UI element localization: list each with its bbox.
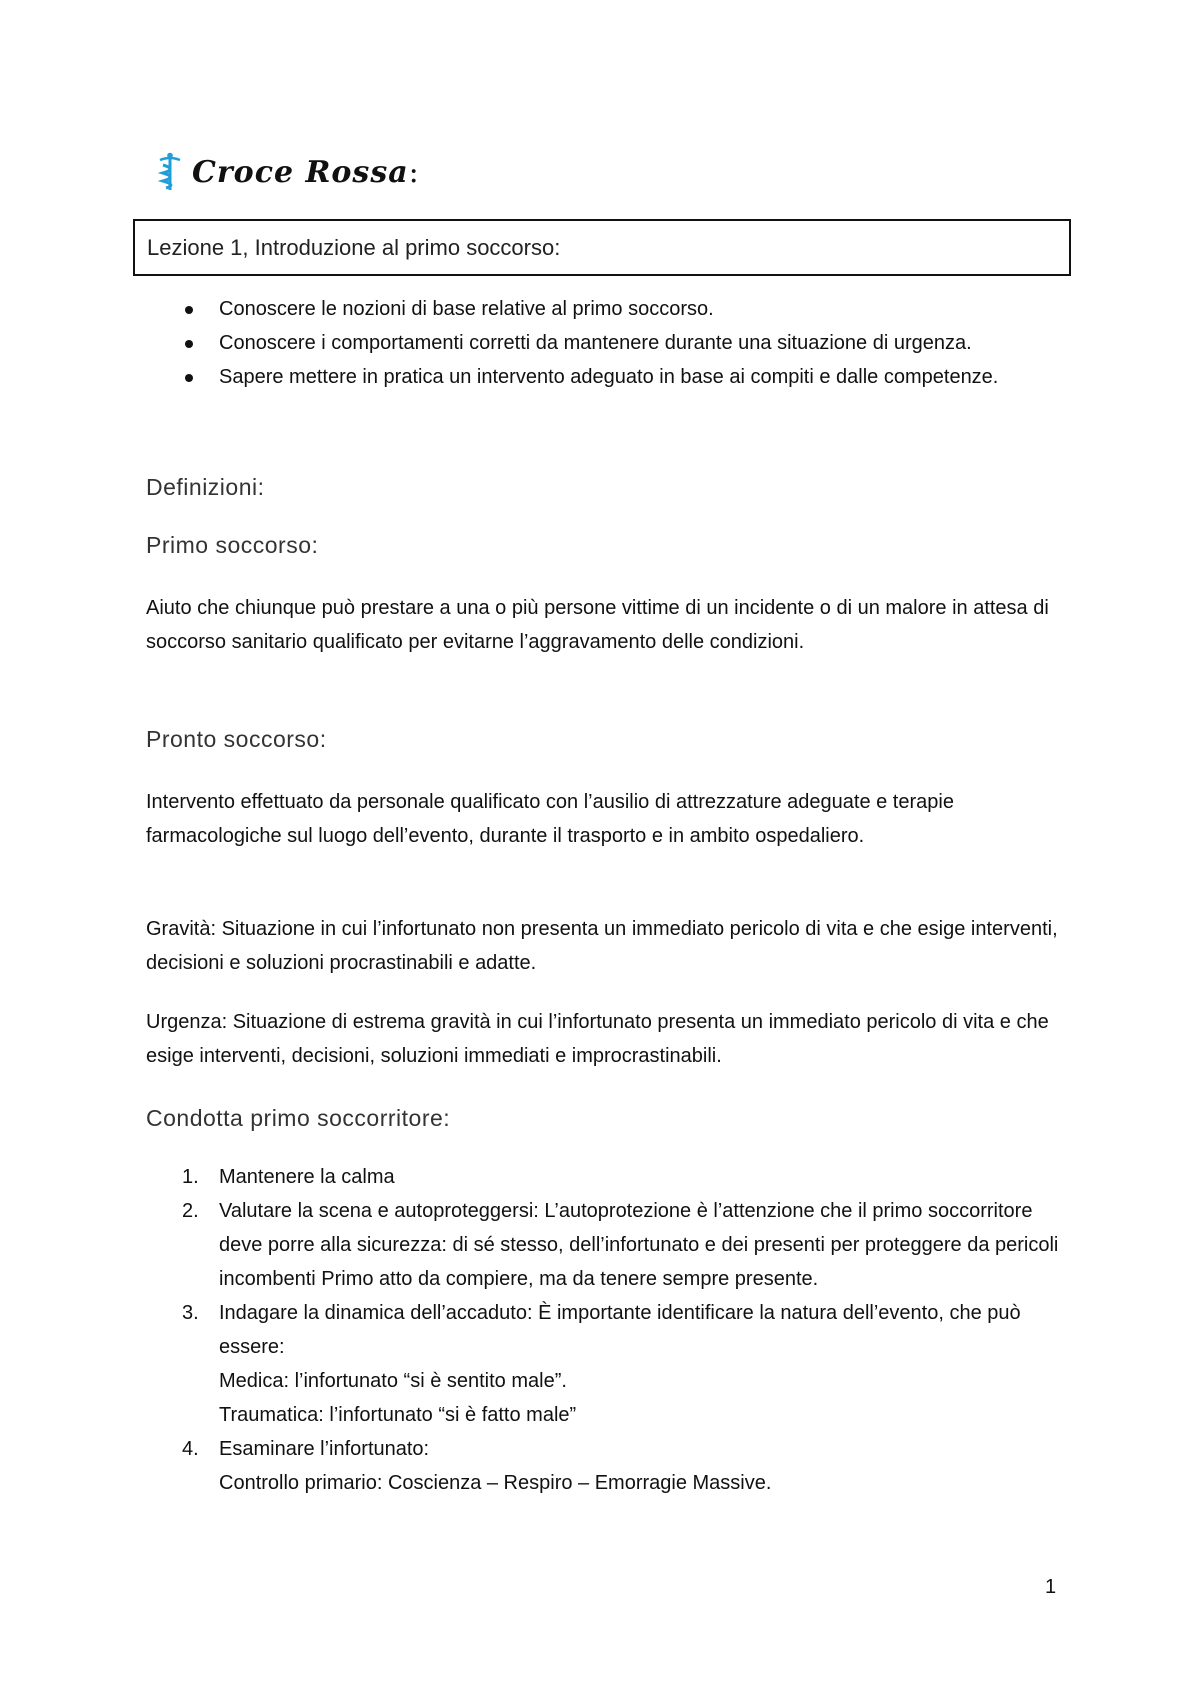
step-text: Esaminare l’infortunato: — [219, 1438, 430, 1460]
conduct-heading: Condotta primo soccorritore: — [146, 1105, 451, 1131]
lesson-title-box — [133, 219, 1071, 276]
step-subline: Controllo primario: Coscienza – Respiro – Emorragie Massive. — [219, 1472, 772, 1494]
step-text: Mantenere la calma — [219, 1166, 395, 1188]
step-number: 3. — [182, 1302, 199, 1324]
step-text: Valutare la scena e autoproteggersi: L’autoprotezione è l’attenzione che il primo soccorritore deve porre alla sicurezza: di sé stesso, dell’infortunato e dei presenti per proteggere da pericoli incombenti Primo atto da compiere, ma da tenere sempre presente. — [219, 1200, 1059, 1290]
urgenza-definition: Urgenza: Situazione di estrema gravità in cui l’infortunato presenta un immediato pericolo di vita e che esige interventi, decisioni, soluzioni immediati e improcrastinabili. — [146, 1011, 1049, 1067]
primo-soccorso-heading: Primo soccorso: — [146, 532, 319, 558]
title-colon: : — [408, 154, 419, 190]
step-item — [0, 1194, 1079, 1296]
pronto-soccorso-text: Intervento effettuato da personale qualificato con l’ausilio di attrezzature adeguate e terapie farmacologiche sul luogo dell’evento, durante il trasporto e in ambito ospedaliero. — [146, 791, 954, 847]
page-number: 1 — [1045, 1576, 1057, 1598]
document-title: Croce Rossa — [192, 154, 409, 190]
pronto-soccorso-heading: Pronto soccorso: — [146, 726, 327, 752]
step-item — [0, 1160, 1079, 1194]
definitions-heading: Definizioni: — [146, 474, 265, 500]
document-header — [158, 150, 419, 194]
bullet-icon — [185, 306, 193, 314]
primo-soccorso-text: Aiuto che chiunque può prestare a una o più persone vittime di un incidente o di un malore in attesa di soccorso sanitario qualificato per evitarne l’aggravamento delle condizioni. — [146, 597, 1049, 653]
step-number: 1. — [182, 1166, 199, 1188]
step-subline: Traumatica: l’infortunato “si è fatto male” — [219, 1404, 577, 1426]
goal-item — [0, 326, 1039, 360]
bullet-icon — [185, 340, 193, 348]
step-number: 4. — [182, 1438, 199, 1460]
goal-text: Conoscere le nozioni di base relative al primo soccorso. — [219, 298, 714, 320]
step-item — [0, 1296, 1079, 1432]
step-item — [0, 1432, 1079, 1500]
step-number: 2. — [182, 1200, 199, 1222]
step-subline: Medica: l’infortunato “si è sentito male”. — [219, 1370, 567, 1392]
goals-list — [0, 292, 1200, 394]
goal-text: Conoscere i comportamenti corretti da mantenere durante una situazione di urgenza. — [219, 332, 972, 354]
goal-item — [0, 292, 1039, 326]
lesson-title: Lezione 1, Introduzione al primo soccorso: — [147, 234, 561, 260]
step-text: Indagare la dinamica dell’accaduto: È importante identificare la natura dell’evento, che può essere: — [219, 1302, 1021, 1358]
goal-text: Sapere mettere in pratica un intervento adeguato in base ai compiti e dalle competenze. — [219, 366, 999, 388]
conduct-steps-list — [0, 1160, 1200, 1500]
bullet-icon — [185, 374, 193, 382]
caduceus-icon — [158, 152, 182, 192]
gravita-definition: Gravità: Situazione in cui l’infortunato non presenta un immediato pericolo di vita e che esige interventi, decisioni e soluzioni procrastinabili e adatte. — [146, 918, 1058, 974]
goal-item — [0, 360, 1039, 394]
